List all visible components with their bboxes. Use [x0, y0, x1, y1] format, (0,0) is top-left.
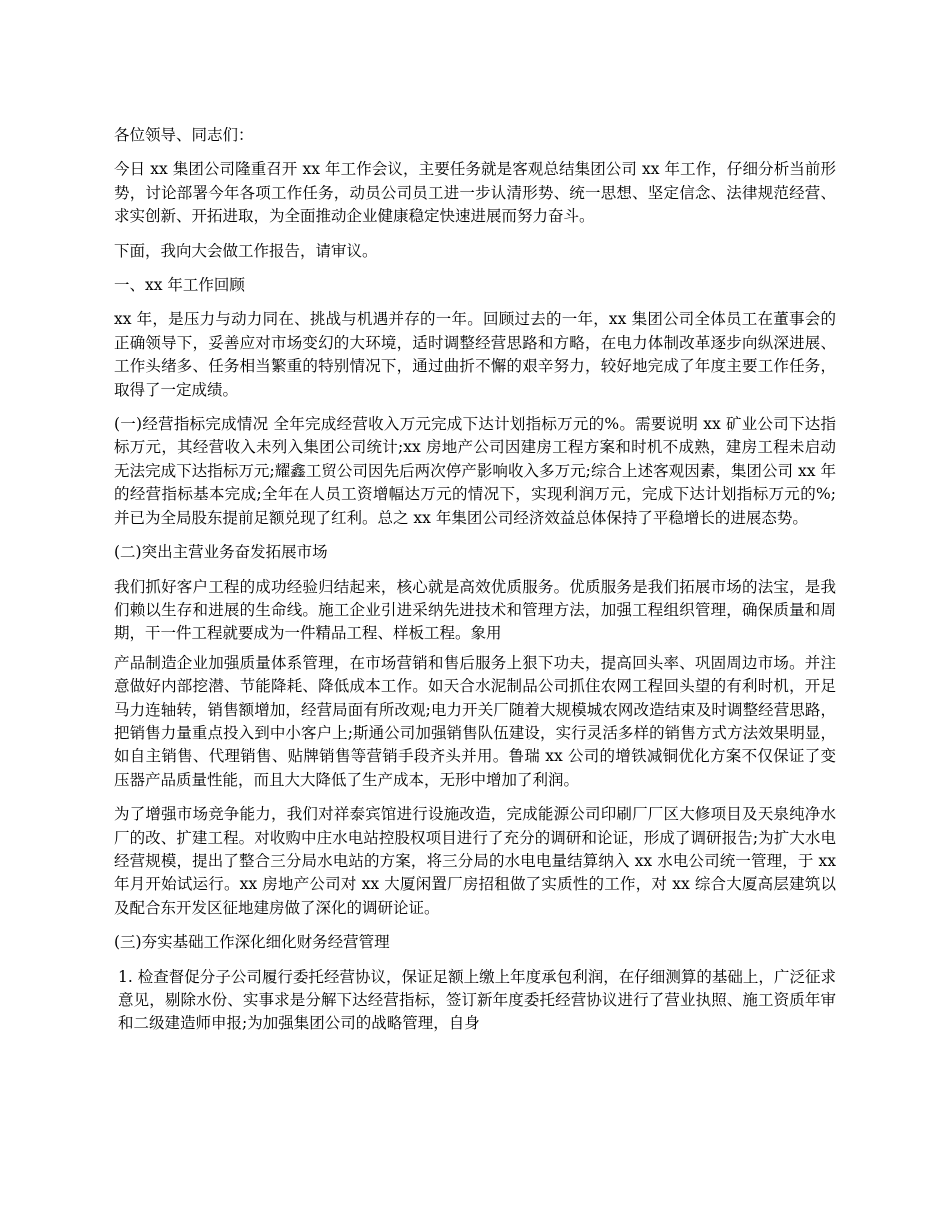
review-paragraph: xx 年，是压力与动力同在、挑战与机遇并存的一年。回顾过去的一年，xx 集团公司全体员工在董事会的正确领导下，妥善应对市场变幻的大环境，适时调整经营思路和方略，在电力体制改革逐步向纵深进展、工作头绪多、任务相当繁重的特别情况下，通过曲折不懈的艰辛努力，较好地完成了年度主要工作任务，取得了一定成绩。: [114, 310, 836, 399]
intro-paragraph: 今日 xx 集团公司隆重召开 xx 年工作会议，主要任务就是客观总结集团公司 xx 年工作，仔细分析当前形势，讨论部署今年各项工作任务，动员公司员工进一步认清形势、统一思想、坚定信念、法律规范经营、求实创新、开拓进取，为全面推动企业健康稳定快速进展而努力奋斗。: [114, 160, 836, 226]
document-body: [114, 124, 836, 1047]
section-heading-review: 一、xx 年工作回顾: [114, 276, 245, 295]
subsection-heading-main-business: (二)突出主营业务奋发拓展市场: [114, 543, 328, 562]
subsection-operating-indicators: (一)经营指标完成情况 全年完成经营收入万元完成下达计划指标万元的%。需要说明 xx 矿业公司下达指标万元，其经营收入未列入集团公司统计;xx 房地产公司因建房工程方案和时机不成熟，建房工程未启动无法完成下达指标万元;耀鑫工贸公司因先后两次停产影响收入多万元;综合上述客观因素，集团公司 xx 年的经营指标基本完成;全年在人员工资增幅达万元的情况下，实现利润万元，完成下达计划指标万元的%;并已为全局股东提前足额兑现了红利。总之 xx 年集团公司经济效益总体保持了平稳增长的进展态势。: [114, 415, 836, 527]
subsection-heading-financial-management: (三)夯实基础工作深化细化财务经营管理: [114, 933, 390, 952]
salutation: 各位领导、同志们：: [114, 126, 254, 144]
report-statement: 下面，我向大会做工作报告，请审议。: [114, 241, 378, 260]
market-competitiveness-paragraph: 为了增强市场竞争能力，我们对祥泰宾馆进行设施改造，完成能源公司印刷厂厂区大修项目及天泉纯净水厂的改、扩建工程。对收购中庄水电站控股权项目进行了充分的调研和论证，形成了调研报告;为扩大水电经营规模，提出了整合三分局水电站的方案，将三分局的水电电量结算纳入 xx 水电公司统一管理，于 xx 年月开始试运行。xx 房地产公司对 xx 大厦闲置厂房招租做了实质性的工作，对 xx 综合大厦高层建筑以及配合东开发区征地建房做了深化的调研论证。: [114, 805, 836, 917]
main-business-paragraph-1: 我们抓好客户工程的成功经验归结起来，核心就是高效优质服务。优质服务是我们拓展市场的法宝，是我们赖以生存和进展的生命线。施工企业引进采纳先进技术和管理方法，加强工程组织管理，确保质量和周期，干一件工程就要成为一件精品工程、样板工程。象用: [114, 577, 836, 643]
main-business-paragraph-2: 产品制造企业加强质量体系管理，在市场营销和售后服务上狠下功夫，提高回头率、巩固周边市场。并注意做好内部挖潜、节能降耗、降低成本工作。如天合水泥制品公司抓住农网工程回头望的有利时机，开足马力连轴转，销售额增加，经营局面有所改观;电力开关厂随着大规模城农网改造结束及时调整经营思路，把销售力量重点投入到中小客户上;斯通公司加强销售队伍建设，实行灵活多样的销售方式方法效果明显，如自主销售、代理销售、贴牌销售等营销手段齐头并用。鲁瑞 xx 公司的增铁减铜优化方案不仅保证了变压器产品质量性能，而且大大降低了生产成本，无形中增加了利润。: [114, 653, 836, 789]
financial-item-1: 1. 检查督促分子公司履行委托经营协议，保证足额上缴上年度承包利润，在仔细测算的基础上，广泛征求意见，剔除水份、实事求是分解下达经营指标，签订新年度委托经营协议进行了营业执照、施工资质年审和二级建造师申报;为加强集团公司的战略管理，自身: [118, 967, 836, 1033]
